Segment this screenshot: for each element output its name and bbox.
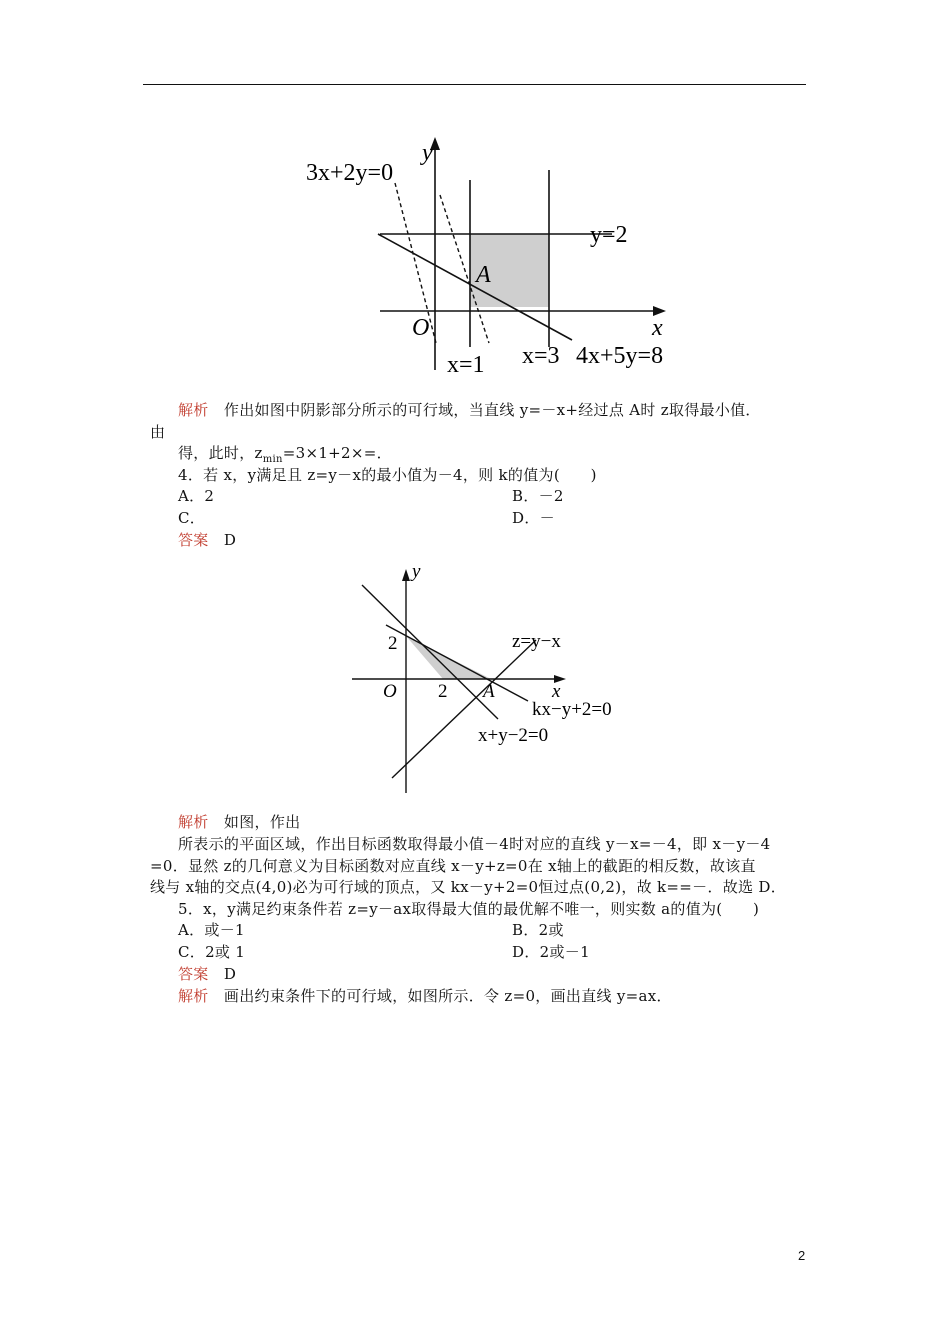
line-kx-label: kx−y+2=0 <box>532 699 612 720</box>
line-zyx-label: z=y−x <box>512 631 561 652</box>
origin-label: O <box>412 315 430 341</box>
header-rule <box>143 84 806 85</box>
q5-options-cd <box>150 942 810 962</box>
q4-options-ab <box>150 486 810 506</box>
line-y2-label: y=2 <box>590 222 628 248</box>
x-axis-label: x <box>552 681 561 702</box>
q5-solution: 解析 画出约束条件下的可行域，如图所示．令 z=0，画出直线 y=ax． <box>178 987 672 1005</box>
y-axis-label: y <box>422 140 433 166</box>
y-axis-label: y <box>412 561 421 582</box>
q5-options-ab <box>150 920 810 940</box>
q4-solution-line-1: 解析 如图，作出 <box>178 813 301 831</box>
x-axis-label: x <box>652 315 663 341</box>
q5-option-d: D．2或－1 <box>512 943 590 961</box>
q5-stem: 5．x，y满足约束条件若 z=y－ax取得最大值的最优解不唯一，则实数 a的值为( ) <box>178 900 760 918</box>
q5-option-c: C．2或 1 <box>178 943 246 961</box>
q4-option-b: B．－2 <box>512 487 564 505</box>
q4-option-c: C． <box>178 509 206 527</box>
tick-y-2: 2 <box>388 633 398 654</box>
q4-answer: 答案 D <box>178 531 237 549</box>
figure-2-feasible-region <box>340 555 650 805</box>
point-a-label: A <box>476 262 491 288</box>
origin-label: O <box>383 681 397 702</box>
q5-option-b: B．2或 <box>512 921 564 939</box>
point-a-label: A <box>483 681 495 702</box>
q4-solution-line-3: =0．显然 z的几何意义为目标函数对应直线 x－y+z=0在 x轴上的截距的相反数，故该直 <box>150 857 756 875</box>
q4-option-a: A．2 <box>178 487 215 505</box>
q5-option-a: A．或－1 <box>178 921 245 939</box>
q4-options-cd <box>150 508 810 528</box>
line-3x2y-label: 3x+2y=0 <box>306 160 394 186</box>
q3-solution-line-1: 解析 作出如图中阴影部分所示的可行域，当直线 y=－x+经过点 A时 z取得最小值． <box>178 401 761 419</box>
line-xy2-label: x+y−2=0 <box>478 725 549 746</box>
tick-x-2: 2 <box>438 681 448 702</box>
q3-solution-line-2: 由 <box>150 423 166 441</box>
line-x3-label: x=3 <box>522 343 560 369</box>
q4-solution-line-2: 所表示的平面区域，作出目标函数取得最小值－4时对应的直线 y－x=－4，即 x－y－4 <box>178 835 771 853</box>
jiexi-label: 解析 <box>178 401 209 419</box>
figure-1-feasible-region <box>290 125 695 380</box>
q4-option-d: D．－ <box>512 509 555 527</box>
q3-solution-line-3: 得，此时，$z_{min}=3\times 1+2\times=$． <box>178 444 392 465</box>
page-number: 2 <box>798 1248 806 1263</box>
line-4x5y-label: 4x+5y=8 <box>576 343 664 369</box>
q4-stem: 4．若 x，y满足且 z=y－x的最小值为－4，则 k的值为( ) <box>178 466 597 484</box>
q5-answer: 答案 D <box>178 965 237 983</box>
line-x1-label: x=1 <box>447 352 485 378</box>
q4-solution-line-4: 线与 x轴的交点(4,0)必为可行域的顶点，又 kx－y+2=0恒过点(0,2)，故 k==－．故选 D． <box>150 878 787 896</box>
